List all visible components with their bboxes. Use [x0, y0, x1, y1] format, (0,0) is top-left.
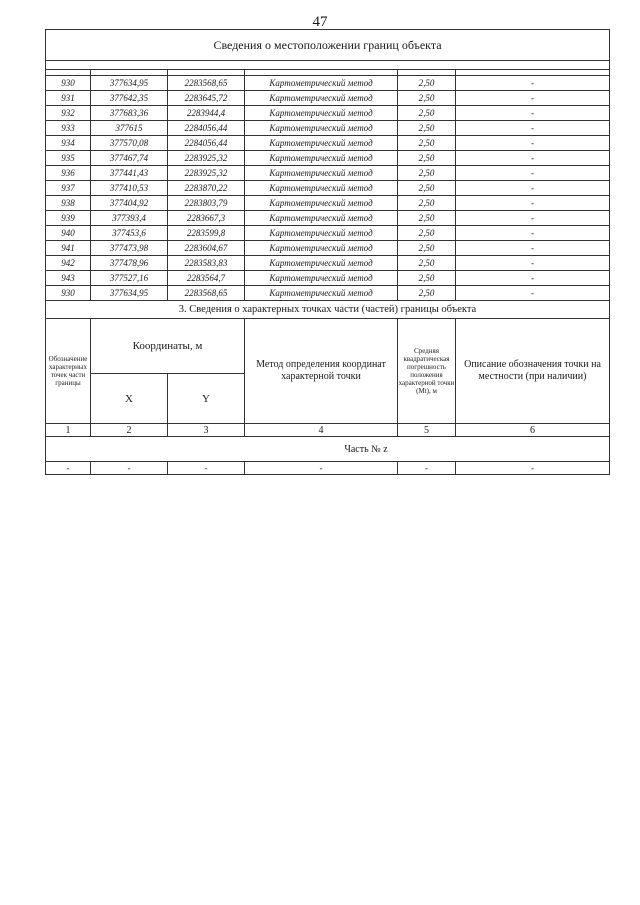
point-x: 377642,35: [91, 91, 168, 106]
point-mt: 2,50: [398, 286, 456, 301]
point-y: 2283925,32: [168, 151, 245, 166]
point-number: 937: [46, 181, 91, 196]
point-description: -: [456, 91, 610, 106]
point-mt: 2,50: [398, 91, 456, 106]
point-description: -: [456, 241, 610, 256]
page-number: 47: [312, 14, 328, 30]
section3-title-row: [46, 301, 610, 319]
point-number: 931: [46, 91, 91, 106]
header-mt: Средняя квадратическая погрешность положения характерной точки (Mt), м: [398, 319, 456, 424]
table-row: [46, 106, 610, 121]
point-number: 940: [46, 226, 91, 241]
dash-cell: -: [46, 462, 91, 475]
section3-title: 3. Сведения о характерных точках части (частей) границы объекта: [46, 301, 610, 319]
point-number: 936: [46, 166, 91, 181]
point-number: 932: [46, 106, 91, 121]
table-row: [46, 91, 610, 106]
point-number: 943: [46, 271, 91, 286]
point-description: -: [456, 76, 610, 91]
point-y: 2283803,79: [168, 196, 245, 211]
point-x: 377570,08: [91, 136, 168, 151]
table-row: [46, 151, 610, 166]
table-row: [46, 196, 610, 211]
header-coordinates: Координаты, м: [91, 319, 245, 374]
point-x: 377478,96: [91, 256, 168, 271]
point-description: -: [456, 256, 610, 271]
point-mt: 2,50: [398, 121, 456, 136]
point-mt: 2,50: [398, 256, 456, 271]
point-description: -: [456, 271, 610, 286]
point-y: 2283667,3: [168, 211, 245, 226]
point-method: Картометрический метод: [245, 151, 398, 166]
point-description: -: [456, 211, 610, 226]
dash-cell: -: [398, 462, 456, 475]
point-mt: 2,50: [398, 196, 456, 211]
point-y: 2283599,8: [168, 226, 245, 241]
point-mt: 2,50: [398, 181, 456, 196]
empty-data-row: [46, 462, 610, 475]
column-number: 1: [46, 424, 91, 437]
point-description: -: [456, 286, 610, 301]
point-number: 942: [46, 256, 91, 271]
point-x: 377441,43: [91, 166, 168, 181]
table-row: [46, 241, 610, 256]
dash-cell: -: [91, 462, 168, 475]
point-description: -: [456, 136, 610, 151]
point-y: 2284056,44: [168, 136, 245, 151]
point-description: -: [456, 166, 610, 181]
point-description: -: [456, 151, 610, 166]
point-x: 377410,53: [91, 181, 168, 196]
column-number: 2: [91, 424, 168, 437]
point-y: 2283568,65: [168, 76, 245, 91]
point-mt: 2,50: [398, 76, 456, 91]
point-method: Картометрический метод: [245, 271, 398, 286]
point-number: 938: [46, 196, 91, 211]
header-method: Метод определения координат характерной точки: [245, 319, 398, 424]
point-method: Картометрический метод: [245, 166, 398, 181]
point-number: 933: [46, 121, 91, 136]
point-mt: 2,50: [398, 136, 456, 151]
point-y: 2283944,4: [168, 106, 245, 121]
section3-body: [46, 301, 610, 475]
dash-cell: -: [456, 462, 610, 475]
point-y: 2283925,32: [168, 166, 245, 181]
column-number: 6: [456, 424, 610, 437]
table-row: [46, 271, 610, 286]
table-row: [46, 256, 610, 271]
point-x: 377393,4: [91, 211, 168, 226]
point-number: 941: [46, 241, 91, 256]
point-method: Картометрический метод: [245, 91, 398, 106]
point-description: -: [456, 181, 610, 196]
table-row: [46, 166, 610, 181]
point-method: Картометрический метод: [245, 76, 398, 91]
point-number: 930: [46, 286, 91, 301]
point-description: -: [456, 226, 610, 241]
point-x: 377404,92: [91, 196, 168, 211]
point-mt: 2,50: [398, 106, 456, 121]
point-method: Картометрический метод: [245, 256, 398, 271]
header-description: Описание обозначения точки на местности (при наличии): [456, 319, 610, 424]
point-mt: 2,50: [398, 226, 456, 241]
point-x: 377615: [91, 121, 168, 136]
point-method: Картометрический метод: [245, 196, 398, 211]
point-method: Картометрический метод: [245, 226, 398, 241]
point-method: Картометрический метод: [245, 106, 398, 121]
table-row: [46, 226, 610, 241]
point-x: 377683,36: [91, 106, 168, 121]
table-row: [46, 76, 610, 91]
dash-cell: -: [168, 462, 245, 475]
point-number: 939: [46, 211, 91, 226]
point-method: Картометрический метод: [245, 211, 398, 226]
point-y: 2284056,44: [168, 121, 245, 136]
section3-header-row: [46, 319, 610, 374]
point-method: Картометрический метод: [245, 286, 398, 301]
title-row: [46, 30, 610, 61]
table-row: [46, 211, 610, 226]
column-number: 4: [245, 424, 398, 437]
point-x: 377634,95: [91, 286, 168, 301]
table-row: [46, 286, 610, 301]
column-number: 3: [168, 424, 245, 437]
point-mt: 2,50: [398, 271, 456, 286]
boundary-table: [45, 29, 610, 475]
point-number: 935: [46, 151, 91, 166]
point-number: 930: [46, 76, 91, 91]
point-description: -: [456, 121, 610, 136]
section-title: Сведения о местоположении границ объекта: [46, 30, 610, 61]
header-y: Y: [168, 374, 245, 424]
point-method: Картометрический метод: [245, 241, 398, 256]
point-y: 2283870,22: [168, 181, 245, 196]
table-row: [46, 181, 610, 196]
point-y: 2283604,67: [168, 241, 245, 256]
point-x: 377634,95: [91, 76, 168, 91]
point-y: 2283568,65: [168, 286, 245, 301]
part-label: Часть № z: [344, 443, 388, 455]
point-y: 2283583,83: [168, 256, 245, 271]
table-row: [46, 136, 610, 151]
dash-cell: -: [245, 462, 398, 475]
header-x: X: [91, 374, 168, 424]
point-y: 2283564,7: [168, 271, 245, 286]
point-number: 934: [46, 136, 91, 151]
point-method: Картометрический метод: [245, 121, 398, 136]
point-y: 2283645,72: [168, 91, 245, 106]
table-body: [46, 30, 610, 301]
point-method: Картометрический метод: [245, 181, 398, 196]
point-x: 377473,98: [91, 241, 168, 256]
point-mt: 2,50: [398, 211, 456, 226]
point-mt: 2,50: [398, 241, 456, 256]
point-method: Картометрический метод: [245, 136, 398, 151]
column-numbers-row: [46, 424, 610, 437]
point-x: 377453,6: [91, 226, 168, 241]
point-mt: 2,50: [398, 166, 456, 181]
part-row: [46, 437, 610, 462]
header-designation: Обозначение характерных точек части границы: [46, 319, 91, 424]
point-description: -: [456, 196, 610, 211]
point-description: -: [456, 106, 610, 121]
point-x: 377527,16: [91, 271, 168, 286]
point-mt: 2,50: [398, 151, 456, 166]
table-row: [46, 121, 610, 136]
column-number: 5: [398, 424, 456, 437]
point-x: 377467,74: [91, 151, 168, 166]
blank-row: [46, 61, 610, 70]
